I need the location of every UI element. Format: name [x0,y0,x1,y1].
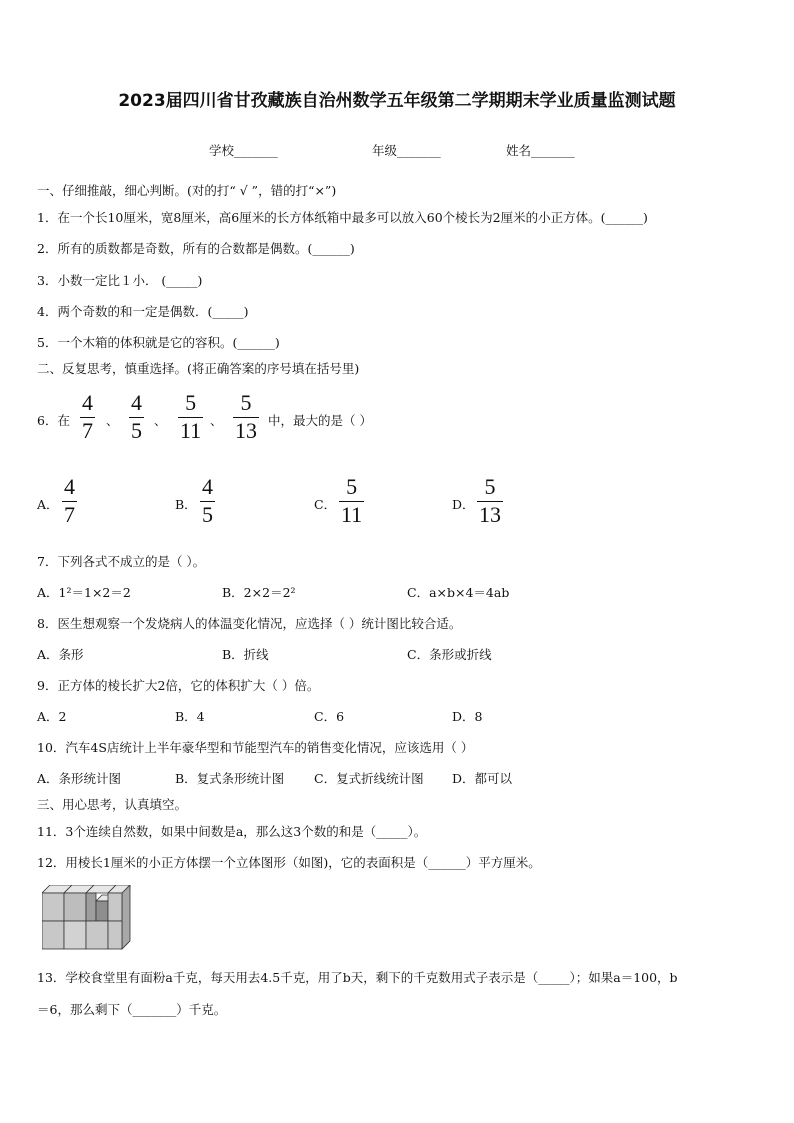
numerator: 4 [82,390,93,415]
question-8: 8．医生想观察一个发烧病人的体温变化情况，应选择（ ）统计图比较合适。 [37,616,462,631]
numerator: 5 [484,474,496,499]
q6-option-b-label: B． [175,497,197,512]
q9-option-c: C．6 [314,709,345,724]
denominator: 5 [131,418,142,443]
q6-fraction-2 [129,392,144,442]
question-12: 12．用棱长1厘米的小正方体摆一个立体图形（如图)，它的表面积是（______）平方厘米。 [37,855,541,870]
question-9: 9．正方体的棱长扩大2倍，它的体积扩大（ ）倍。 [37,678,320,693]
question-13-line-1: 13．学校食堂里有面粉a千克，每天用去4.5千克，用了b天，剩下的千克数用式子表示是（_____）；如果a＝100，b [37,970,678,985]
q6-option-b-fraction [200,476,215,526]
denominator: 13 [235,418,257,443]
q6-option-d-fraction [477,476,503,526]
question-7: 7．下列各式不成立的是（ ）。 [37,554,206,569]
section-3-heading: 三、用心思考，认真填空。 [37,797,188,812]
question-1: 1．在一个长10厘米，宽8厘米，高6厘米的长方体纸箱中最多可以放入60个棱长为2厘米的小正方体。(______) [37,210,648,225]
q8-option-c: C．条形或折线 [407,647,492,662]
name-field: 姓名_______ [506,143,575,158]
q9-option-b: B．4 [175,709,205,724]
denominator: 11 [341,502,363,527]
q6-option-c-fraction [339,476,364,526]
section-1-heading: 一、仔细推敲，细心判断。(对的打“ √ ”，错的打“×”) [37,183,337,198]
q6-fraction-4 [233,392,259,442]
q9-option-d: D．8 [452,709,483,724]
denominator: 7 [82,418,93,443]
question-3: 3．小数一定比１小． (_____) [37,273,203,288]
q6-option-d-label: D． [452,497,475,512]
q8-option-a: A．条形 [37,647,84,662]
question-11: 11．3个连续自然数，如果中间数是a，那么这3个数的和是（_____）。 [37,824,427,839]
separator: 、 [106,413,119,428]
question-2: 2．所有的质数都是奇数，所有的合数都是偶数。(______) [37,241,355,256]
q8-option-b: B．折线 [222,647,269,662]
denominator: 5 [202,502,213,527]
q10-option-c: C．复式折线统计图 [314,771,424,786]
denominator: 7 [64,502,75,527]
q6-option-a-fraction [62,476,77,526]
q7-option-b: B．2×2＝2² [222,585,296,600]
numerator: 5 [185,390,197,415]
q6-fraction-3 [178,392,203,442]
denominator: 13 [479,502,501,527]
school-field: 学校_______ [209,143,278,158]
q9-option-a: A．2 [37,709,67,724]
numerator: 5 [240,390,252,415]
cube-figure [42,885,132,953]
q6-fraction-1 [80,392,95,442]
q7-option-a: A．1²＝1×2＝2 [37,585,131,600]
numerator: 5 [346,474,358,499]
question-6-prefix: 6．在 [37,413,70,428]
question-13-line-2: ＝6，那么剩下（_______）千克。 [37,1002,227,1017]
question-5: 5．一个木箱的体积就是它的容积。(______) [37,335,280,350]
numerator: 4 [202,474,213,499]
numerator: 4 [64,474,75,499]
question-10: 10．汽车4S店统计上半年豪华型和节能型汽车的销售变化情况，应该选用（ ） [37,740,474,755]
grade-field: 年级_______ [372,143,441,158]
question-6-suffix: 中，最大的是（ ） [268,413,372,428]
q10-option-a: A．条形统计图 [37,771,122,786]
separator: 、 [210,413,223,428]
q10-option-b: B．复式条形统计图 [175,771,285,786]
q10-option-d: D．都可以 [452,771,513,786]
question-4: 4．两个奇数的和一定是偶数．(_____) [37,304,249,319]
q6-option-a-label: A． [37,497,59,512]
section-2-heading: 二、反复思考，慎重选择。(将正确答案的序号填在括号里) [37,361,360,376]
denominator: 11 [180,418,202,443]
numerator: 4 [131,390,142,415]
q6-option-c-label: C． [314,497,337,512]
separator: 、 [154,413,167,428]
q7-option-c: C．a×b×4＝4ab [407,585,510,600]
page-title: 2023届四川省甘孜藏族自治州数学五年级第二学期期末学业质量监测试题 [118,91,676,111]
